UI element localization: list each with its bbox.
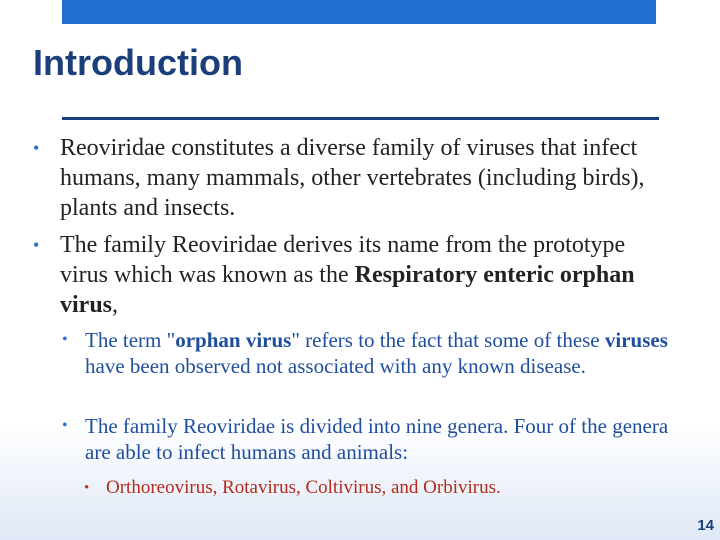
bullet-text-part: The family Reoviridae derives its name from the prototype virus which was known as the [60,232,626,288]
bold-term: Respiratory enteric orphan virus [60,262,635,318]
bullet-text-part: , [112,292,119,318]
bullet-text-part: " refers to the fact that some of these [291,328,605,352]
bullet-text-part: have been observed not associated with any known disease. [85,354,586,378]
bullet-text: Reoviridae constitutes a diverse family of viruses that infect humans, many mammals, other vertebrates (including birds), plants and insects. [60,135,645,221]
sub-bullet-text [85,327,682,379]
sub-bullet-item [62,413,682,465]
bullet-item [33,133,673,223]
sub-bullet-text: The family Reoviridae is divided into nine genera. Four of the genera are able to infect humans and animals: [85,414,669,464]
page-number: 14 [697,517,714,534]
bullet-text [60,230,673,320]
bullet-icon: • [62,331,68,348]
bold-term: orphan virus [175,328,292,352]
bullet-icon: • [33,138,40,158]
sub-sub-bullet-item [84,476,684,500]
sub-sub-bullet-text: Orthoreovirus, Rotavirus, Coltivirus, and Orbivirus. [106,477,501,498]
bullet-text-part: The term " [85,328,176,352]
bullet-item [33,230,673,320]
slide-title: Introduction [33,42,243,83]
bullet-icon: • [84,480,90,496]
bullet-icon: • [62,417,68,434]
bold-term: viruses [604,328,668,352]
sub-bullet-item [62,327,682,379]
bullet-icon: • [33,235,40,255]
